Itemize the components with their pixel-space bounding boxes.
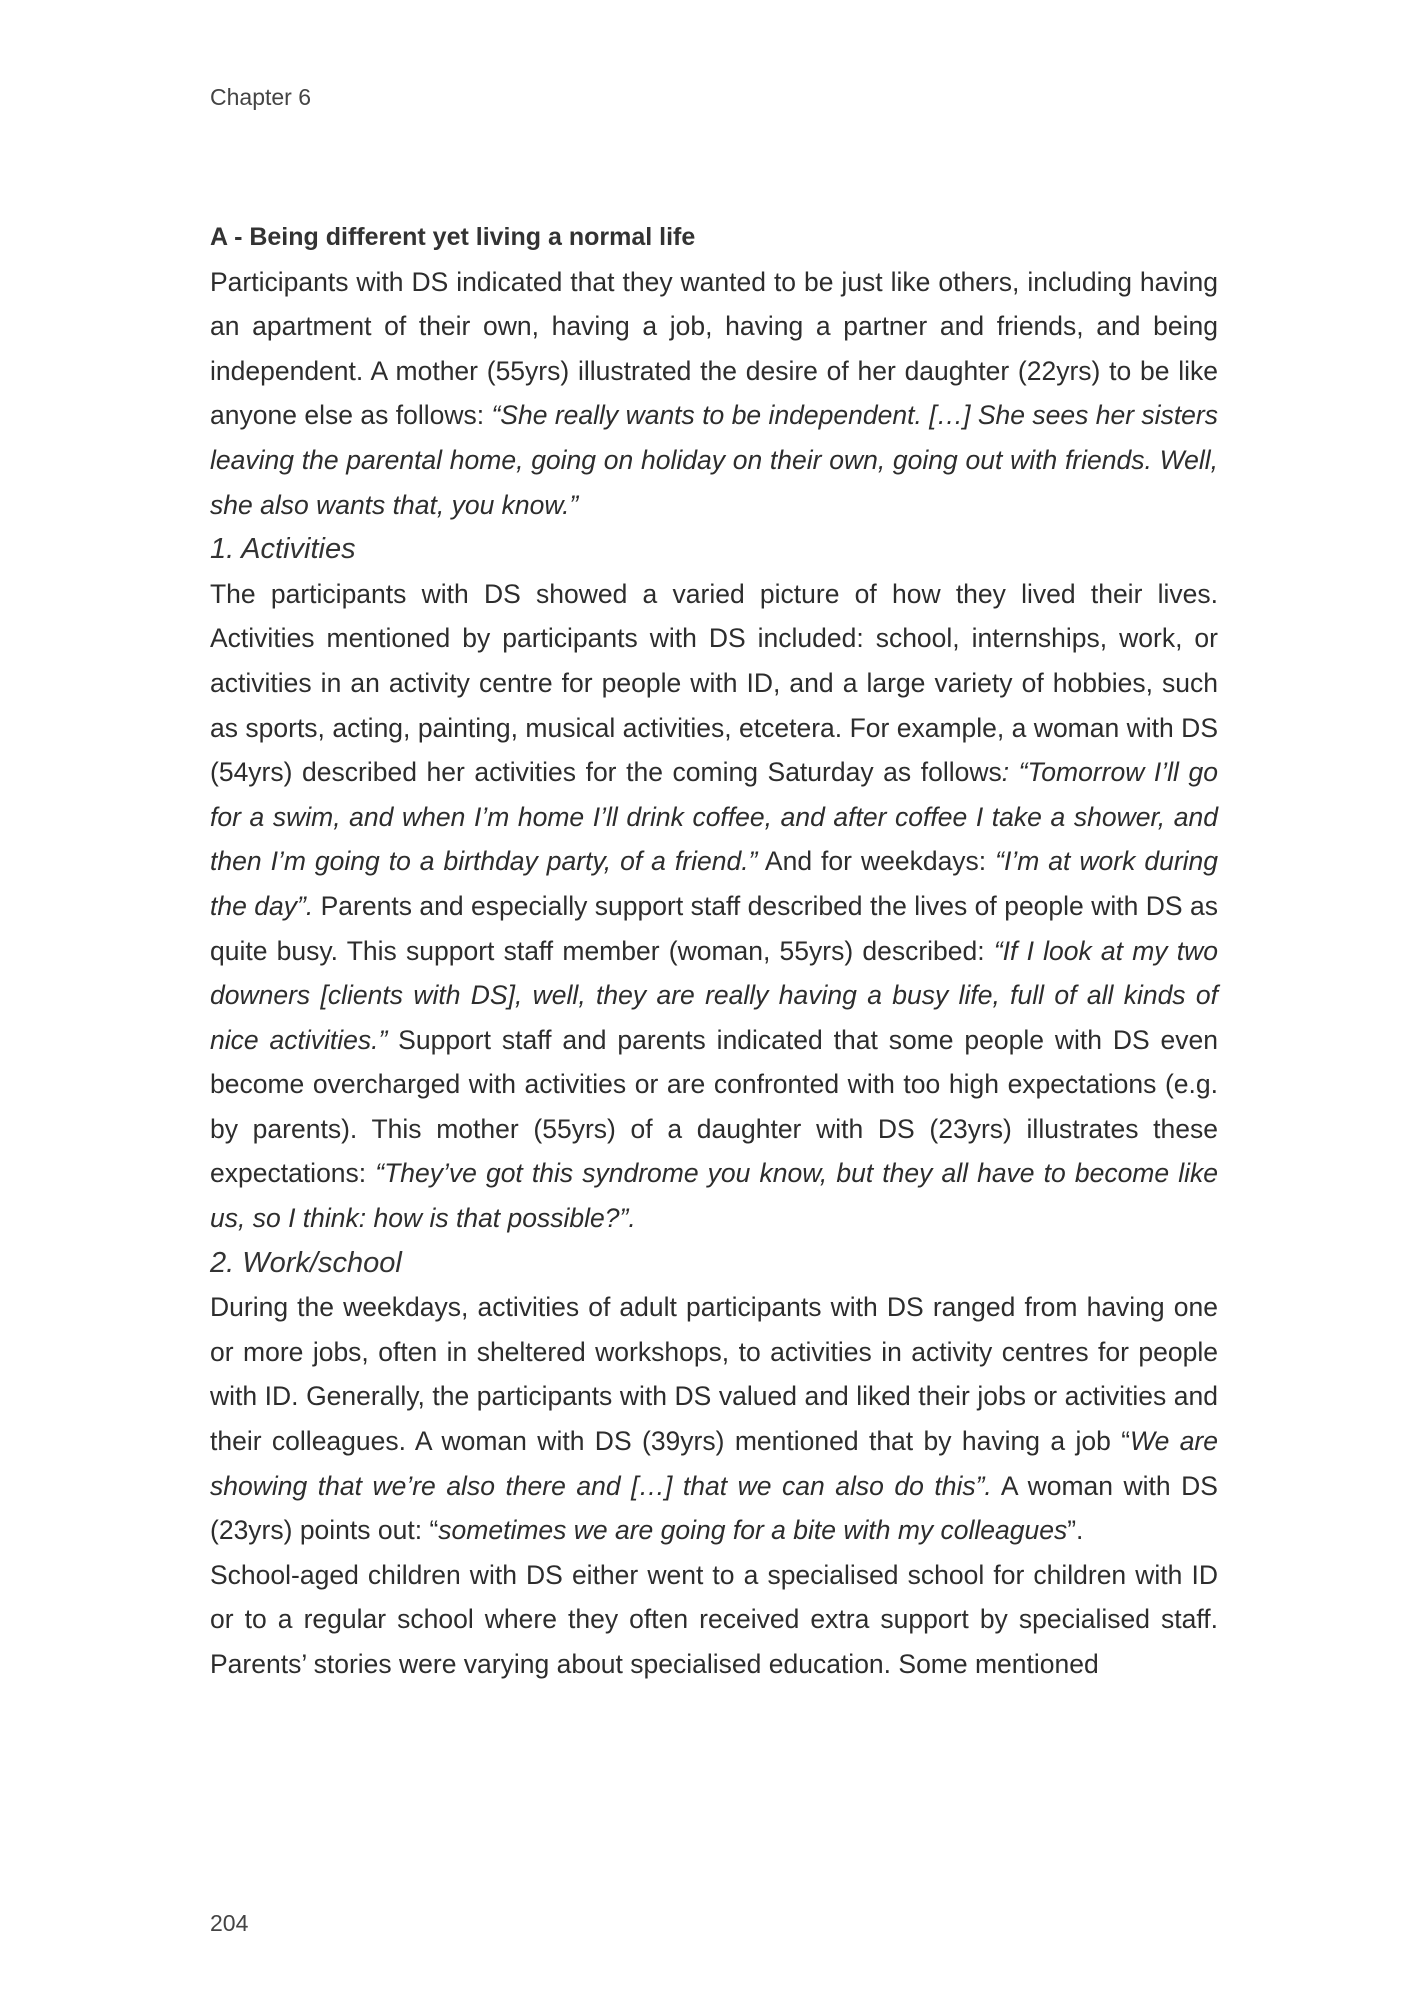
section-heading-a: A - Being different yet living a normal life	[210, 223, 696, 251]
paragraph-being-different	[210, 260, 1218, 528]
paragraph-work	[210, 1285, 1218, 1553]
paragraph-text: Parents and especially support staff described the lives of people with DS as quite busy. This support staff member (woman, 55yrs) described:	[210, 890, 1218, 966]
quotation: “She really wants to be independent. […] She sees her sisters leaving the parental home, going on holiday on their own, going out with friends. Well, she also wants that, you know.”	[210, 400, 1218, 520]
quotation: : “Tomorrow I’ll go for a swim, and when I’m home I’ll drink coffee, and after coffee I take a shower, and then I’m going to a birthday party, of a friend.”	[210, 757, 1218, 877]
quotation: “I’m at work during the day”.	[210, 846, 1219, 921]
page-number: 204	[210, 1910, 249, 1936]
quotation: We are showing that we’re also there and […] that we can also do this”.	[210, 1426, 1218, 1501]
paragraph-text: During the weekdays, activities of adult participants with DS ranged from having one or more jobs, often in sheltered workshops, to activities in activity centres for people with ID. Generally, the participants with DS valued and liked their jobs or activities and their colleagues. A woman with DS (39yrs) mentioned that by having a job “	[210, 1292, 1218, 1457]
paragraph-text: ”.	[1067, 1515, 1084, 1546]
paragraph-text: A woman with DS (23yrs) points out: “	[210, 1470, 1218, 1546]
paragraph-text: Support staff and parents indicated that some people with DS even become overcharged with activities or are confronted with too high expectations (e.g. by parents). This mother (55yrs) of a daughter with DS (23yrs) illustrates these expectations:	[210, 1024, 1218, 1189]
paragraph-text: And for weekdays:	[757, 846, 996, 877]
subsection-heading-work-school: 2. Work/school	[210, 1246, 402, 1279]
quotation: sometimes we are going for a bite with my colleagues	[438, 1515, 1068, 1546]
chapter-running-header: Chapter 6	[210, 84, 312, 110]
body-text	[210, 215, 1218, 1687]
subsection-heading-activities: 1. Activities	[210, 533, 356, 566]
paragraph-text: School-aged children with DS either went to a specialised school for children with ID or to a regular school where they often received extra support by specialised staff. Parents’ stories were varying about specialised education. Some mentioned	[210, 1559, 1218, 1679]
paragraph-activities	[210, 572, 1218, 1241]
quotation: “If I look at my two downers [clients with DS], well, they are really having a busy life, full of all kinds of nice activities.”	[210, 935, 1218, 1055]
paragraph-text: Participants with DS indicated that they wanted to be just like others, including having an apartment of their own, having a job, having a partner and friends, and being independent. A mother (55yrs) illustrated the desire of her daughter (22yrs) to be like anyone else as follows:	[210, 266, 1218, 431]
quotation: “They’ve got this syndrome you know, but they all have to become like us, so I think: how is that possible?”.	[210, 1158, 1218, 1234]
paragraph-school	[210, 1553, 1218, 1687]
paragraph-text: The participants with DS showed a varied picture of how they lived their lives. Activities mentioned by participants with DS included: school, internships, work, or activities in an activity centre for people with ID, and a large variety of hobbies, such as sports, acting, painting, musical activities, etcetera. For example, a woman with DS (54yrs) described her activities for the coming Saturday as follows	[210, 578, 1218, 788]
